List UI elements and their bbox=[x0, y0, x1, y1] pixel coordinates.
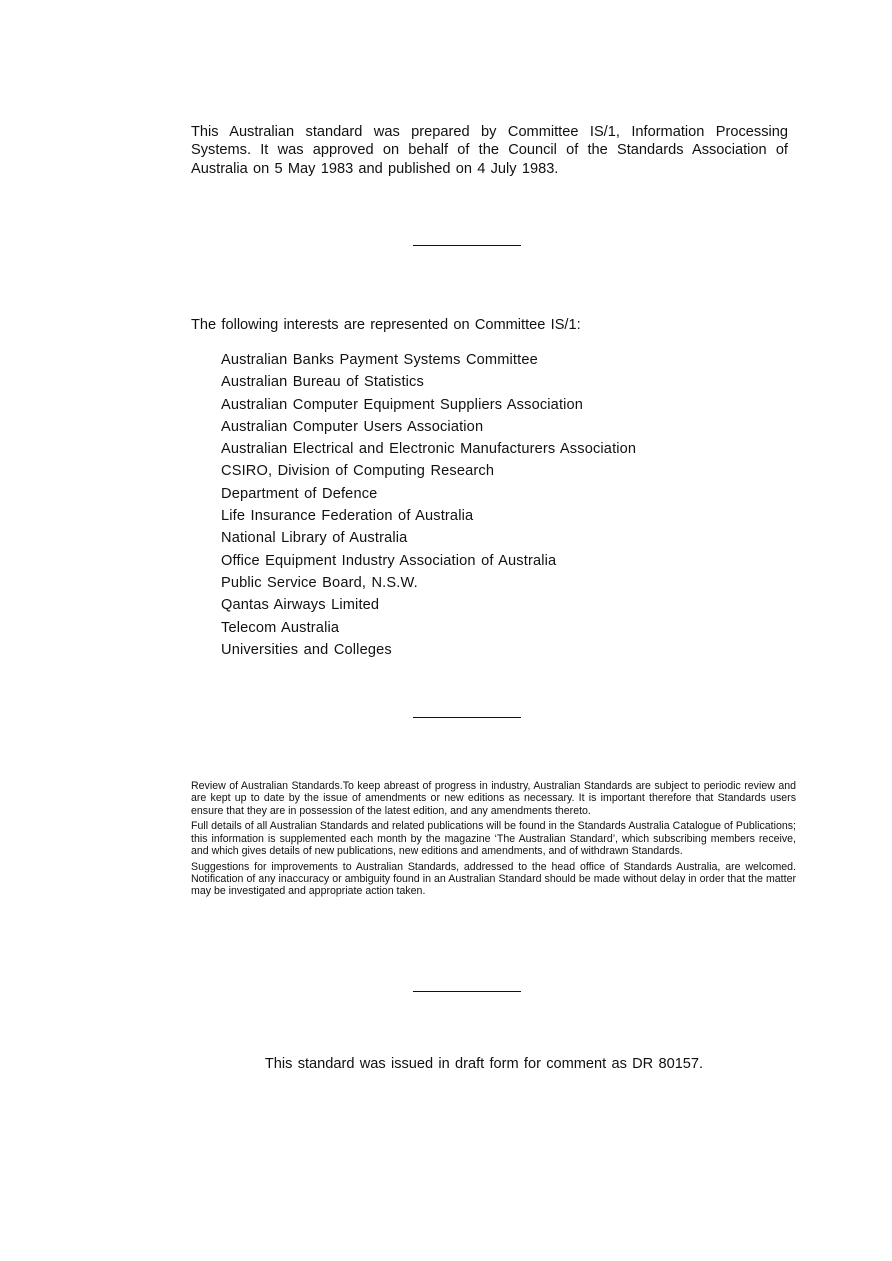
catalogue-note: Full details of all Australian Standards and related publications will be found in the Standards Australia Catalogue of Publications; this information is supplemented each month by the magazine ‘The Australian Standard’, which subscribing members receive, and which gives details of new publications, new editions and amendments, and of withdrawn Standards. bbox=[191, 820, 796, 857]
committee-member: Universities and Colleges bbox=[221, 641, 392, 658]
draft-notice: This standard was issued in draft form for comment as DR 80157. bbox=[264, 1056, 704, 1072]
committee-member: Public Service Board, N.S.W. bbox=[221, 574, 418, 591]
committee-member: Department of Defence bbox=[221, 485, 378, 502]
committee-member: Australian Computer Equipment Suppliers Association bbox=[221, 396, 584, 413]
committee-member: Australian Electrical and Electronic Manufacturers Association bbox=[221, 441, 637, 458]
committee-member: Office Equipment Industry Association of Australia bbox=[221, 552, 557, 569]
committee-member-list bbox=[221, 349, 636, 661]
committee-member: Australian Banks Payment Systems Committee bbox=[221, 352, 538, 368]
committee-heading: The following interests are represented on Committee IS/1: bbox=[191, 317, 581, 333]
standards-notes bbox=[191, 780, 796, 901]
section-divider bbox=[413, 245, 521, 246]
review-note: Review of Australian Standards.To keep abreast of progress in industry, Australian Standards are subject to periodic review and are kept up to date by the issue of amendments or new editions as necessary. It is important therefore that Standards users ensure that they are in possession of the latest edition, and any amendments thereto. bbox=[191, 780, 796, 817]
committee-member: Qantas Airways Limited bbox=[221, 597, 380, 614]
committee-member: Australian Bureau of Statistics bbox=[221, 374, 424, 391]
section-divider bbox=[413, 991, 521, 992]
committee-member: CSIRO, Division of Computing Research bbox=[221, 463, 495, 480]
committee-member: Telecom Australia bbox=[221, 619, 340, 636]
committee-member: National Library of Australia bbox=[221, 530, 408, 547]
committee-member: Life Insurance Federation of Australia bbox=[221, 508, 474, 525]
suggestions-note: Suggestions for improvements to Australian Standards, addressed to the head office of Standards Australia, are welcomed. Notification of any inaccuracy or ambiguity found in an Australian Standard should be made without delay in order that the matter may be investigated and appropriate action taken. bbox=[191, 860, 796, 898]
committee-member: Australian Computer Users Association bbox=[221, 418, 484, 435]
intro-paragraph: This Australian standard was prepared by Committee IS/1, Information Processing Systems. It was approved on behalf of the Council of the Standards Association of Australia on 5 May 1983 and published on 4 July 1983. bbox=[191, 124, 788, 177]
section-divider bbox=[413, 717, 521, 718]
